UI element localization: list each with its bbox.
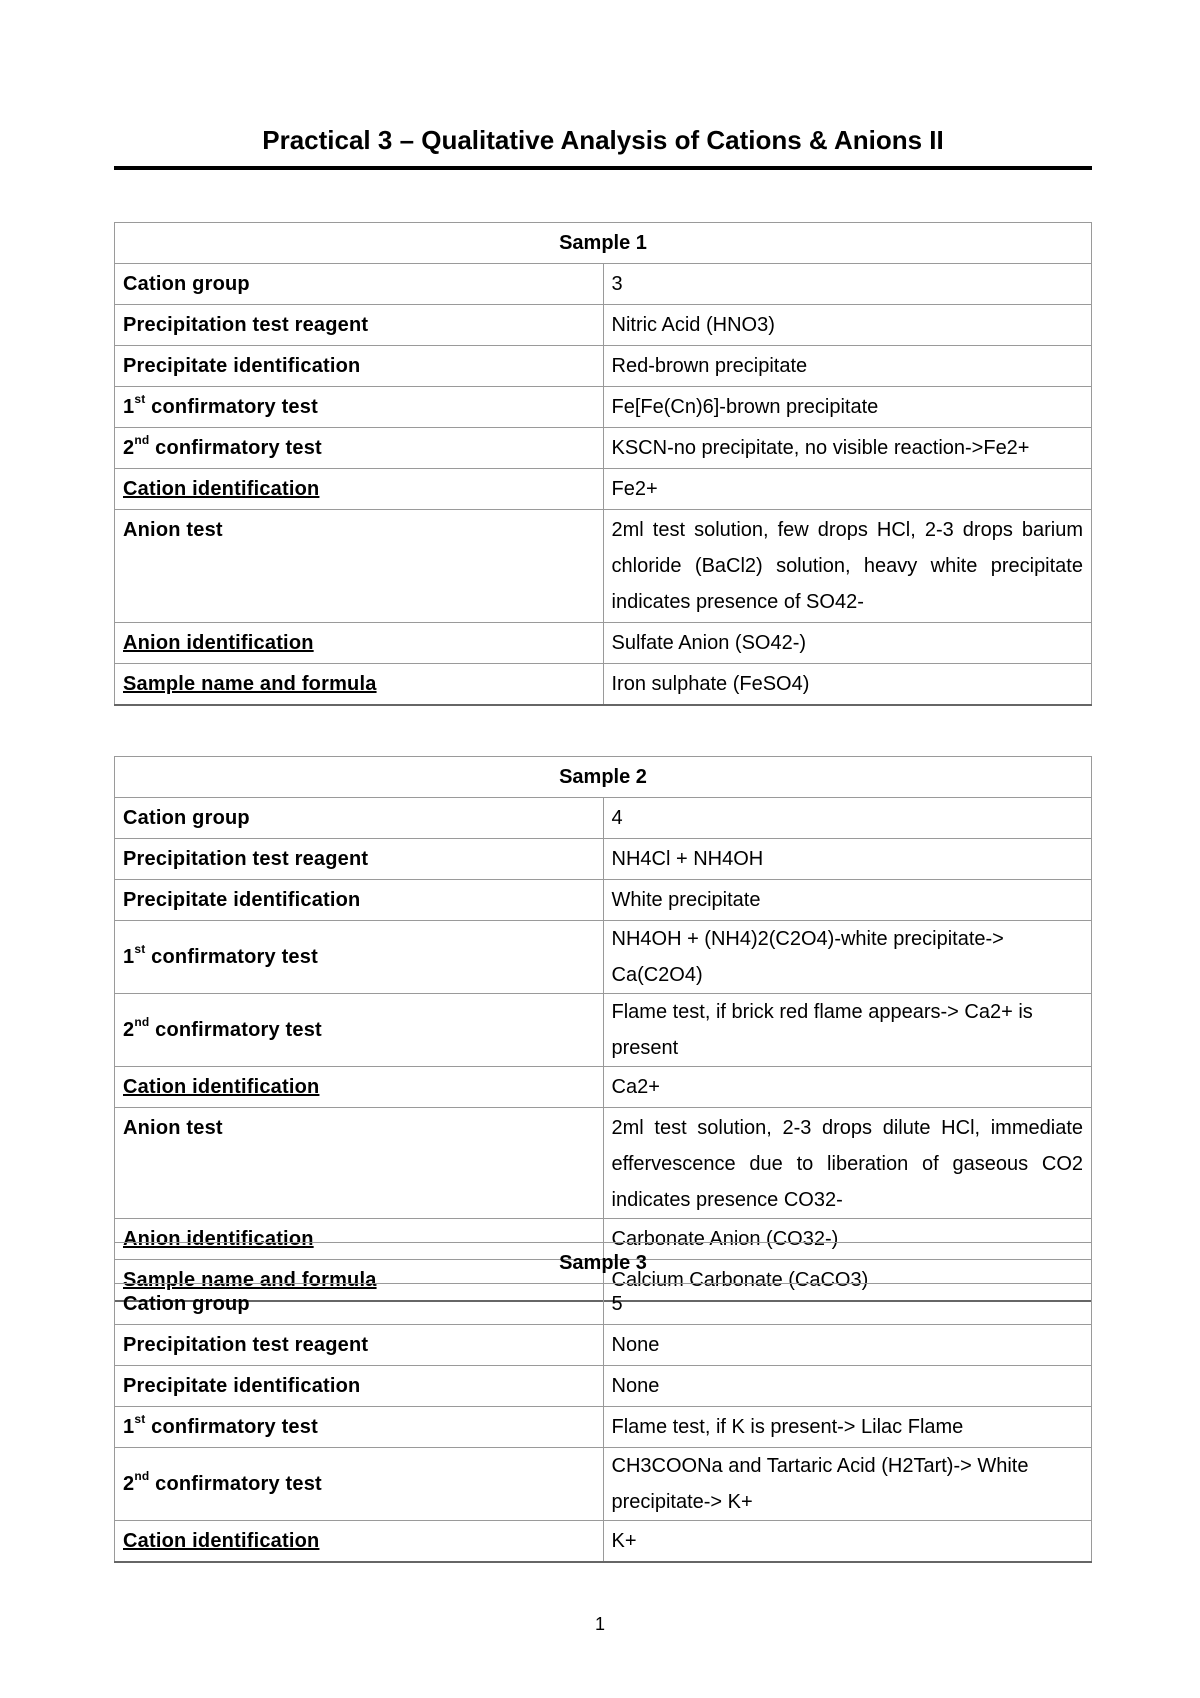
cation-group-label: Cation group <box>115 1284 604 1325</box>
table-row <box>115 1108 1092 1219</box>
table-row <box>115 1243 1092 1284</box>
precipitate-identification-value: White precipitate <box>603 880 1092 921</box>
confirmatory-test-1-value: Fe[Fe(Cn)6]-brown precipitate <box>603 387 1092 428</box>
anion-test-label: Anion test <box>115 1108 604 1219</box>
sample-name-formula-text: Sample name and formula <box>123 673 377 695</box>
sample-heading: Sample 1 <box>115 223 1092 264</box>
confirmatory-test-1-label <box>115 1407 604 1448</box>
cation-identification-label <box>115 1521 604 1563</box>
confirmatory-test-2-value: KSCN-no precipitate, no visible reaction->Fe2+ <box>603 428 1092 469</box>
cation-identification-value: K+ <box>603 1521 1092 1563</box>
confirmatory-test-1-value: Flame test, if K is present-> Lilac Flame <box>603 1407 1092 1448</box>
cation-identification-text: Cation identification <box>123 1530 320 1552</box>
table-row <box>115 839 1092 880</box>
confirmatory-test-text: confirmatory test <box>145 946 318 968</box>
table-row <box>115 305 1092 346</box>
cation-identification-label <box>115 1067 604 1108</box>
confirmatory-test-2-value: CH3COONa and Tartaric Acid (H2Tart)-> White precipitate-> K+ <box>603 1448 1092 1521</box>
cation-identification-text: Cation identification <box>123 478 320 500</box>
ordinal-suffix: nd <box>134 1015 150 1030</box>
sample-name-formula-value: Iron sulphate (FeSO4) <box>603 664 1092 706</box>
precipitation-reagent-label: Precipitation test reagent <box>115 1325 604 1366</box>
ordinal-number: 1 <box>123 396 135 418</box>
anion-test-label: Anion test <box>115 510 604 623</box>
anion-identification-text: Anion identification <box>123 1228 314 1250</box>
table-row <box>115 223 1092 264</box>
precipitate-identification-label: Precipitate identification <box>115 346 604 387</box>
confirmatory-test-2-label <box>115 994 604 1067</box>
table-row <box>115 1407 1092 1448</box>
precipitation-reagent-value: Nitric Acid (HNO3) <box>603 305 1092 346</box>
precipitation-reagent-value: None <box>603 1325 1092 1366</box>
precipitate-identification-label: Precipitate identification <box>115 1366 604 1407</box>
sample-name-formula-value: Calcium Carbonate (CaCO3) <box>603 1260 1092 1302</box>
precipitate-identification-value: Red-brown precipitate <box>603 346 1092 387</box>
table-row <box>115 994 1092 1067</box>
table-row <box>115 880 1092 921</box>
sample-3-table <box>114 1242 1092 1563</box>
confirmatory-test-text: confirmatory test <box>149 1473 322 1495</box>
table-row <box>115 1067 1092 1108</box>
confirmatory-test-1-value: NH4OH + (NH4)2(C2O4)-white precipitate-> Ca(C2O4) <box>603 921 1092 994</box>
ordinal-suffix: st <box>134 942 146 957</box>
ordinal-suffix: nd <box>134 433 150 448</box>
anion-identification-label <box>115 623 604 664</box>
cation-group-label: Cation group <box>115 264 604 305</box>
confirmatory-test-1-label <box>115 387 604 428</box>
precipitate-identification-value: None <box>603 1366 1092 1407</box>
confirmatory-test-2-label <box>115 1448 604 1521</box>
table-row <box>115 469 1092 510</box>
table-row <box>115 1448 1092 1521</box>
table-row <box>115 346 1092 387</box>
table-row <box>115 623 1092 664</box>
table-row <box>115 428 1092 469</box>
table-row <box>115 1325 1092 1366</box>
ordinal-number: 2 <box>123 1473 135 1495</box>
table-row <box>115 664 1092 706</box>
cation-group-value: 4 <box>603 798 1092 839</box>
sample-heading: Sample 2 <box>115 757 1092 798</box>
ordinal-suffix: nd <box>134 1469 150 1484</box>
cation-identification-value: Fe2+ <box>603 469 1092 510</box>
table-row <box>115 1521 1092 1563</box>
confirmatory-test-2-value: Flame test, if brick red flame appears-> Ca2+ is present <box>603 994 1092 1067</box>
sample-name-formula-label <box>115 664 604 706</box>
page-number: 1 <box>594 1614 605 1634</box>
cation-group-label: Cation group <box>115 798 604 839</box>
precipitation-reagent-value: NH4Cl + NH4OH <box>603 839 1092 880</box>
anion-identification-value: Sulfate Anion (SO42-) <box>603 623 1092 664</box>
sample-name-formula-text: Sample name and formula <box>123 1269 377 1291</box>
table-row <box>115 1284 1092 1325</box>
confirmatory-test-1-label <box>115 921 604 994</box>
table-row <box>115 798 1092 839</box>
anion-test-value: 2ml test solution, few drops HCl, 2-3 drops barium chloride (BaCl2) solution, heavy white precipitate indicates presence of SO42- <box>603 510 1092 623</box>
table-row <box>115 264 1092 305</box>
cation-identification-value: Ca2+ <box>603 1067 1092 1108</box>
sample-1-table <box>114 222 1092 706</box>
precipitate-identification-label: Precipitate identification <box>115 880 604 921</box>
confirmatory-test-text: confirmatory test <box>145 1416 318 1438</box>
table-row <box>115 757 1092 798</box>
sample-heading: Sample 3 <box>115 1243 1092 1284</box>
anion-identification-value: Carbonate Anion (CO32-) <box>603 1219 1092 1260</box>
title-divider <box>114 166 1092 170</box>
ordinal-number: 1 <box>123 1416 135 1438</box>
confirmatory-test-text: confirmatory test <box>145 396 318 418</box>
table-row <box>115 387 1092 428</box>
anion-identification-text: Anion identification <box>123 632 314 654</box>
precipitation-reagent-label: Precipitation test reagent <box>115 305 604 346</box>
ordinal-suffix: st <box>134 1412 146 1427</box>
ordinal-number: 1 <box>123 946 135 968</box>
cation-identification-label <box>115 469 604 510</box>
table-row <box>115 1366 1092 1407</box>
ordinal-number: 2 <box>123 437 135 459</box>
confirmatory-test-2-label <box>115 428 604 469</box>
precipitation-reagent-label: Precipitation test reagent <box>115 839 604 880</box>
ordinal-number: 2 <box>123 1019 135 1041</box>
cation-group-value: 3 <box>603 264 1092 305</box>
sample-2-table <box>114 756 1092 1302</box>
table-row <box>115 510 1092 623</box>
cation-identification-text: Cation identification <box>123 1076 320 1098</box>
anion-test-value: 2ml test solution, 2-3 drops dilute HCl, immediate effervescence due to liberation of gaseous CO2 indicates presence CO32- <box>603 1108 1092 1219</box>
confirmatory-test-text: confirmatory test <box>149 437 322 459</box>
table-row <box>115 921 1092 994</box>
page-title: Practical 3 – Qualitative Analysis of Cations & Anions II <box>262 125 944 155</box>
ordinal-suffix: st <box>134 392 146 407</box>
cation-group-value: 5 <box>603 1284 1092 1325</box>
confirmatory-test-text: confirmatory test <box>149 1019 322 1041</box>
